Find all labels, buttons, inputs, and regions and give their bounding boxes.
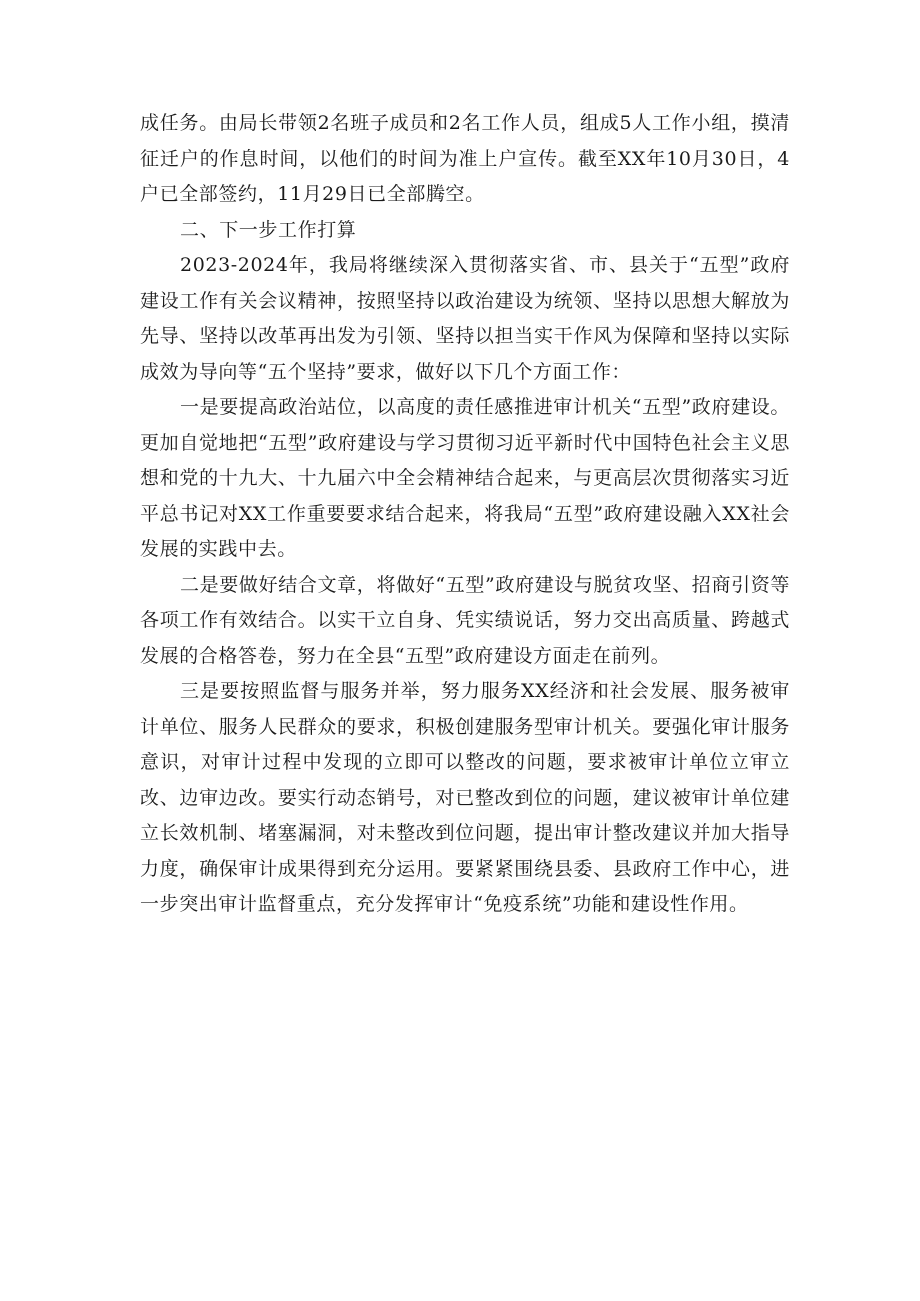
paragraph-point-three: 三是要按照监督与服务并举，努力服务XX经济和社会发展、服务被审计单位、服务人民群众的要求，积极创建服务型审计机关。要强化审计服务意识，对审计过程中发现的立即可以整改的问题，要求被审计单位立审立改、边审边改。要实行动态销号，对已整改到位的问题，建议被审计单位建立长效机制、堵塞漏洞，对未整改到位问题，提出审计整改建议并加大指导力度，确保审计成果得到充分运用。要紧紧围绕县委、县政府工作中心，进一步突出审计监督重点，充分发挥审计“免疫系统”功能和建设性作用。 xyxy=(140,680,790,915)
paragraph-point-two: 二是要做好结合文章，将做好“五型”政府建设与脱贫攻坚、招商引资等各项工作有效结合。以实干立自身、凭实绩说话，努力交出高质量、跨越式发展的合格答卷，努力在全县“五型”政府建设方面走在前列。 xyxy=(140,573,790,667)
paragraph-plan-overview: 2023-2024年，我局将继续深入贯彻落实省、市、县关于“五型”政府建设工作有关会议精神，按照坚持以政治建设为统领、坚持以思想大解放为先导、坚持以改革再出发为引领、坚持以担当实干作风为保障和坚持以实际成效为导向等“五个坚持”要求，做好以下几个方面工作： xyxy=(140,254,790,383)
document-page xyxy=(140,106,790,923)
paragraph-task-completion: 成任务。由局长带领2名班子成员和2名工作人员，组成5人工作小组，摸清征迁户的作息时间，以他们的时间为准上户宣传。截至XX年10月30日，4户已全部签约，11月29日已全部腾空。 xyxy=(140,112,790,205)
section-heading-next-steps: 二、下一步工作打算 xyxy=(180,218,357,241)
paragraph-point-one: 一是要提高政治站位，以高度的责任感推进审计机关“五型”政府建设。更加自觉地把“五型”政府建设与学习贯彻习近平新时代中国特色社会主义思想和党的十九大、十九届六中全会精神结合起来，与更高层次贯彻落实习近平总书记对XX工作重要要求结合起来，将我局“五型”政府建设融入XX社会发展的实践中去。 xyxy=(140,396,790,560)
